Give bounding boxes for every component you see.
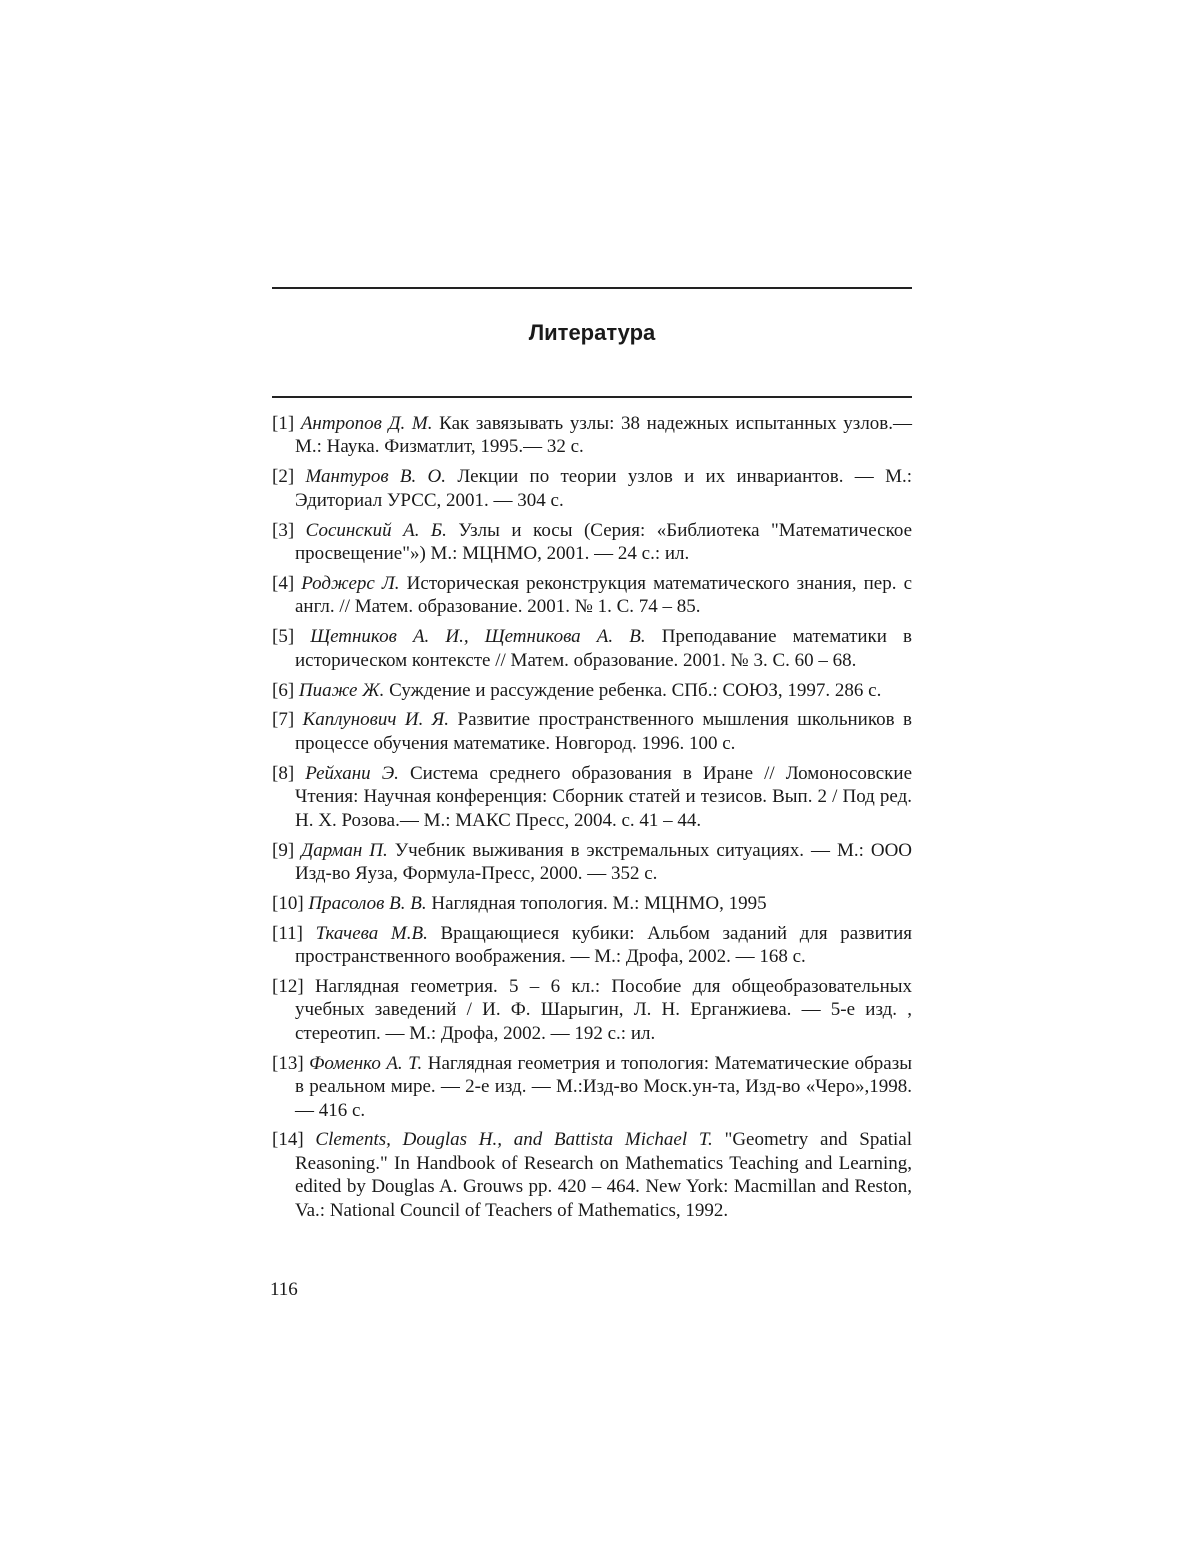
reference-number: [1]	[272, 413, 295, 434]
reference-item	[272, 412, 912, 459]
reference-item	[272, 708, 912, 755]
reference-number: [3]	[272, 519, 295, 541]
reference-item	[272, 519, 912, 566]
reference-author: Мантуров В. О.	[305, 466, 447, 488]
top-rule	[272, 287, 912, 289]
reference-author: Дарман П.	[301, 839, 388, 861]
reference-item	[272, 1128, 912, 1222]
reference-author: Щетников А. И., Щетникова А. В.	[310, 626, 646, 648]
reference-text: Наглядная топология. М.: МЦНМО, 1995	[431, 892, 767, 914]
reference-author: Пиаже Ж.	[298, 679, 385, 701]
reference-item	[272, 762, 912, 832]
reference-number: [5]	[272, 626, 295, 648]
reference-text: Лекции по теории узлов и их инвариантов. — М.: Эдиториал УРСС, 2001. — 304 с.	[295, 466, 913, 511]
reference-number: [7]	[272, 709, 295, 731]
reference-number: [8]	[272, 762, 295, 784]
reference-author: Рейхани Э.	[305, 762, 399, 784]
page-number: 116	[270, 1279, 298, 1300]
reference-text: Историческая реконструкция математического знания, пер. с англ. // Матем. образование. 2001. № 1. С. 74 – 85.	[295, 572, 913, 618]
reference-number: [2]	[272, 466, 295, 488]
reference-text: Наглядная геометрия и топология: Математические образы в реальном мире. — 2-е изд. — М.:Изд-во Моск.ун-та, Изд-во «Черо»,1998. — 416 с.	[295, 1052, 912, 1121]
heading-bottom-rule	[272, 396, 912, 398]
reference-list	[272, 412, 912, 1229]
reference-number: [13]	[272, 1052, 304, 1074]
reference-author: Сосинский А. Б.	[305, 519, 447, 541]
reference-text: Как завязывать узлы: 38 надежных испытанных узлов.— М.: Наука. Физматлит, 1995.— 32 с.	[295, 413, 913, 458]
reference-text: Развитие пространственного мышления школьников в процессе обучения математике. Новгород. 1996. 100 с.	[295, 709, 912, 754]
page-title: Литература	[528, 320, 656, 345]
reference-author: Прасолов В. В.	[308, 892, 427, 914]
reference-text: Суждение и рассуждение ребенка. СПб.: СОЮЗ, 1997. 286 с.	[389, 679, 882, 701]
reference-author: Ткачева М.В.	[315, 922, 428, 944]
reference-number: [10]	[272, 892, 304, 914]
reference-number: [6]	[272, 679, 295, 701]
reference-text: Наглядная геометрия. 5 – 6 кл.: Пособие для общеобразовательных учебных заведений / И. Ф. Шарыгин, Л. Н. Ерганжиева. — 5-е изд. , стереотип. — М.: Дрофа, 2002. — 192 с.: ил.	[295, 976, 913, 1044]
reference-item	[272, 1052, 912, 1122]
reference-item	[272, 892, 912, 915]
reference-text: Вращающиеся кубики: Альбом заданий для развития пространственного воображения. — М.: Дрофа, 2002. — 168 с.	[295, 922, 913, 968]
reference-item	[272, 975, 912, 1045]
reference-author: Каплунович И. Я.	[302, 709, 450, 731]
reference-number: [12]	[272, 976, 304, 998]
reference-text: "Geometry and Spatial Reasoning." In Handbook of Research on Mathematics Teaching and Learning, edited by Douglas A. Grouws pp. 420 – 464. New York: Macmillan and Reston, Va.: National Council of Teachers of Mathematics, 1992.	[295, 1129, 913, 1221]
reference-author: Clements, Douglas H., and Battista Michael T.	[315, 1129, 713, 1151]
reference-item	[272, 922, 912, 969]
reference-text: Преподавание математики в историческом контексте // Матем. образование. 2001. № 3. С. 60 – 68.	[295, 626, 913, 671]
reference-text: Система среднего образования в Иране // Ломоносовские Чтения: Научная конференция: Сборник статей и тезисов. Вып. 2 / Под ред. Н. Х. Розова.— М.: МАКС Пресс, 2004. с. 41 – 44.	[295, 762, 913, 831]
reference-author: Антропов Д. М.	[300, 413, 433, 434]
reference-item	[272, 572, 912, 619]
reference-number: [14]	[272, 1129, 304, 1151]
reference-text: Учебник выживания в экстремальных ситуациях. — М.: ООО Изд-во Яуза, Формула-Пресс, 2000. — 352 с.	[295, 839, 913, 884]
reference-text: Узлы и косы (Серия: «Библиотека "Математическое просвещение"») М.: МЦНМО, 2001. — 24 с.: ил.	[295, 519, 913, 565]
reference-item	[272, 839, 912, 886]
reference-number: [9]	[272, 839, 295, 861]
reference-number: [11]	[272, 922, 303, 944]
reference-item	[272, 625, 912, 672]
reference-author: Фоменко А. Т.	[309, 1052, 423, 1074]
reference-author: Роджерс Л.	[301, 572, 400, 594]
reference-item	[272, 679, 912, 702]
reference-item	[272, 465, 912, 512]
reference-number: [4]	[272, 572, 295, 594]
